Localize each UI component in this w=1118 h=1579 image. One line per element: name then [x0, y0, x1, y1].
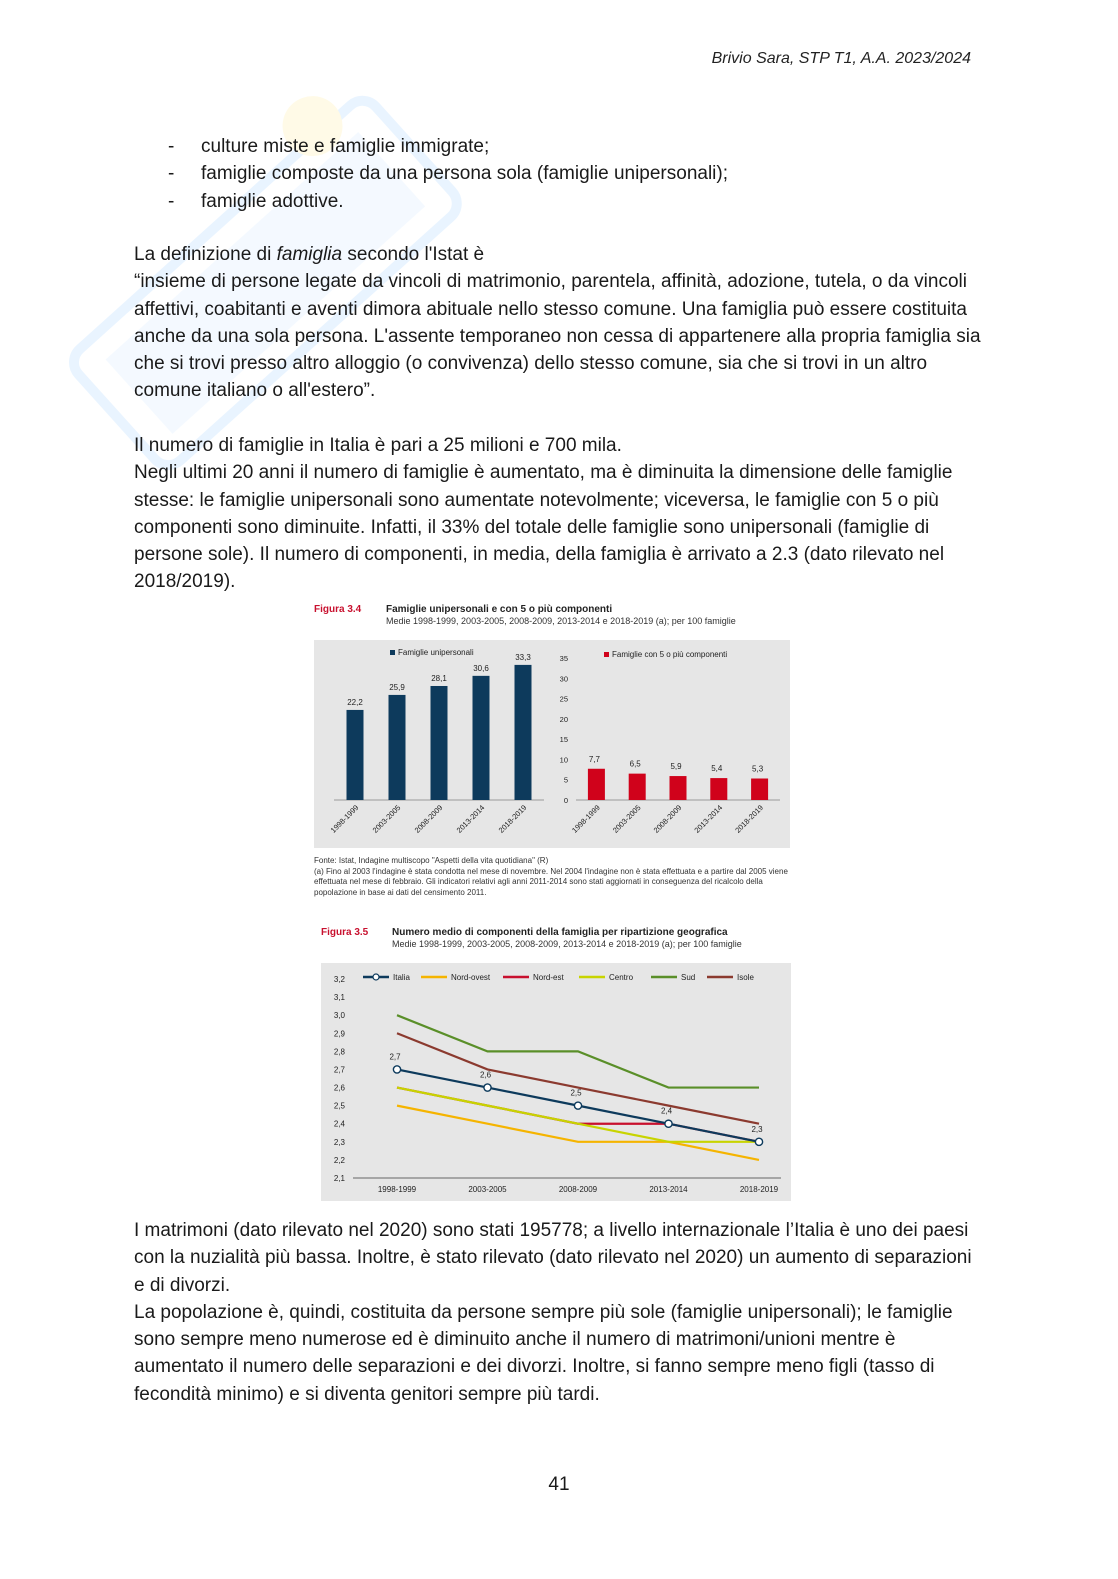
y-tick-label: 5 — [563, 775, 568, 785]
figure-title: Famiglie unipersonali e con 5 o più componenti — [386, 604, 613, 615]
y-tick-label: 35 — [559, 654, 568, 663]
data-label: 2,7 — [389, 1052, 401, 1062]
x-tick-label: 2018-2019 — [739, 1185, 779, 1194]
bullet-dash: - — [168, 136, 175, 157]
paragraph: Il numero di famiglie in Italia è pari a 25 milioni e 700 mila. — [134, 435, 622, 456]
figure-3-4 — [312, 602, 792, 902]
data-label: 5,3 — [752, 764, 764, 774]
y-tick-label: 30 — [559, 674, 568, 684]
tick-label: 2008-2009 — [651, 803, 684, 835]
y-tick-label: 2,4 — [333, 1119, 345, 1129]
data-label: 2,5 — [570, 1088, 582, 1098]
paragraph: I matrimoni (dato rilevato nel 2020) sono stati 195778; a livello internazionale l’Italia è uno dei paesi con la nuzialità più bassa. Inoltre, è stato rilevato (dato rilevato nel 2020) un aumento di separazioni e di divorzi. — [134, 1220, 972, 1296]
legend-swatch — [604, 652, 609, 657]
data-label: 2,4 — [660, 1106, 673, 1116]
definition-lead — [134, 241, 984, 268]
y-tick-label: 2,8 — [333, 1047, 345, 1057]
y-tick-label: 2,5 — [333, 1101, 345, 1111]
data-label: 30,6 — [473, 663, 489, 673]
figure-title: Numero medio di componenti della famiglia per ripartizione geografica — [392, 927, 728, 938]
y-tick-label: 2,1 — [333, 1174, 345, 1183]
tick-label: 2018-2019 — [496, 803, 529, 835]
data-point — [393, 1066, 400, 1073]
figure-source — [314, 856, 790, 898]
legend-label: Italia — [393, 973, 410, 982]
source-line: Fonte: Istat, Indagine multiscopo "Aspetti della vita quotidiana" (R) — [314, 856, 549, 865]
y-tick-label: 2,2 — [333, 1155, 345, 1165]
list-item-text: culture miste e famiglie immigrate; — [201, 136, 490, 157]
list-item-text: famiglie composte da una persona sola (famiglie unipersonali); — [201, 163, 729, 185]
figure-3-5 — [318, 925, 792, 1205]
x-tick-label: 1998-1999 — [377, 1185, 417, 1194]
data-point — [484, 1084, 491, 1091]
data-label: 28,1 — [431, 673, 447, 683]
data-point — [665, 1120, 672, 1127]
x-tick-label: 2013-2014 — [649, 1185, 688, 1194]
tick-label: 2008-2009 — [412, 803, 445, 835]
figure-subtitle: Medie 1998-1999, 2003-2005, 2008-2009, 2013-2014 e 2018-2019 (a); per 100 famiglie — [386, 616, 736, 626]
y-tick-label: 3,0 — [333, 1011, 345, 1021]
data-label: 33,3 — [515, 652, 531, 662]
data-label: 22,2 — [347, 697, 363, 707]
bullet-list — [134, 133, 984, 215]
y-tick-label: 2,3 — [333, 1137, 345, 1147]
legend-label: Famiglie con 5 o più componenti — [612, 650, 728, 659]
y-tick-label: 10 — [559, 755, 568, 765]
data-point — [574, 1102, 581, 1109]
tick-label: 2013-2014 — [454, 803, 487, 835]
list-item-text: famiglie adottive. — [201, 190, 344, 212]
lead-emphasis: famiglia — [276, 244, 343, 265]
paragraph: La popolazione è, quindi, costituita da persone sempre più sole (famiglie unipersonali); le famiglie sono sempre meno numerose ed è diminuito anche il numero di matrimoni/unioni mentre è aumentato il numero delle separazioni e dei divorzi. Inoltre, si fanno sempre meno figli (tasso di fecondità minimo) e si diventa genitori sempre più tardi. — [134, 1301, 953, 1405]
list-item — [134, 133, 984, 160]
list-item — [134, 160, 984, 187]
x-tick-label: 2003-2005 — [468, 1185, 507, 1194]
y-tick-label: 0 — [563, 796, 568, 805]
legend-label: Sud — [681, 973, 696, 982]
legend-label: Nord-ovest — [451, 973, 491, 982]
y-tick-label: 2,6 — [333, 1083, 345, 1093]
footnote: (a) Fino al 2003 l'indagine è stata condotta nel mese di novembre. Nel 2004 l'indagine non è stata effettuata e a partire dal 2005 viene effettuata nel mese di febbraio. Gli indicatori relativi agli anni 2011-2014 sono stati aggiornati in conseguenza del ricalcolo della popolazione in base ai dati del censimento 2011. — [314, 866, 788, 897]
bar-chart-svg — [314, 640, 790, 848]
legend-label: Isole — [737, 973, 754, 982]
tick-label: 2003-2005 — [370, 803, 403, 835]
bar — [751, 778, 768, 800]
data-label: 5,4 — [711, 764, 723, 774]
series-line-sud — [397, 1015, 759, 1087]
data-label: 7,7 — [588, 754, 600, 764]
figure-label: Figura 3.5 — [321, 927, 369, 938]
paragraph: Negli ultimi 20 anni il numero di famiglie è aumentato, ma è diminuita la dimensione delle famiglie stesse: le famiglie unipersonali sono aumentate notevolmente; viceversa, le famiglie con 5 o più componenti sono diminuite. Infatti, il 33% del totale delle famiglie sono unipersonali (famiglie di persone sole). Il numero di componenti, in media, della famiglia è arrivato a 2.3 (dato rilevato nel 2018/2019). — [134, 462, 953, 593]
definition-quote: “insieme di persone legate da vincoli di matrimonio, parentela, affinità, adozione, tutela, o da vincoli affettivi, coabitanti e aventi dimora abituale nello stesso comune. Una famiglia può essere costituita anche da una sola persona. L'assente temporaneo non cessa di appartenere alla propria famiglia sia che si trovi presso altro alloggio (o convivenza) dello stesso comune, sia che si trovi in un altro comune italiano o all'estero”. — [134, 271, 981, 402]
legend-label: Centro — [609, 973, 634, 982]
line-chart-svg — [321, 963, 791, 1201]
bar — [347, 710, 364, 800]
bar — [431, 686, 448, 800]
page-number: 41 — [548, 1474, 570, 1495]
bar — [629, 774, 646, 800]
y-tick-label: 2,9 — [333, 1029, 345, 1039]
tick-label: 2018-2019 — [733, 803, 766, 835]
bar — [670, 776, 687, 800]
data-point — [755, 1138, 762, 1145]
lead-text: La definizione di — [134, 244, 277, 265]
tick-label: 2013-2014 — [692, 803, 725, 835]
bullet-dash: - — [168, 190, 175, 212]
data-label: 2,3 — [751, 1124, 763, 1134]
page-header: Brivio Sara, STP T1, A.A. 2023/2024 — [711, 50, 971, 67]
y-tick-label: 25 — [559, 694, 568, 704]
y-tick-label: 2,7 — [333, 1065, 345, 1075]
data-label: 5,9 — [670, 762, 682, 772]
bar — [515, 665, 532, 800]
bar — [588, 769, 605, 800]
tick-label: 1998-1999 — [328, 803, 361, 835]
marriages-section — [134, 1217, 984, 1408]
tick-label: 2003-2005 — [610, 803, 643, 835]
definition-section — [134, 241, 984, 405]
families-section — [134, 432, 984, 596]
legend-marker — [373, 974, 379, 980]
data-label: 2,6 — [479, 1070, 492, 1080]
bar — [473, 676, 490, 800]
data-label: 25,9 — [389, 682, 405, 692]
list-item — [134, 188, 984, 215]
lead-text: secondo l'Istat è — [342, 244, 485, 265]
figure-panel — [314, 640, 790, 848]
x-tick-label: 2008-2009 — [558, 1185, 598, 1194]
data-label: 6,5 — [629, 759, 641, 769]
y-tick-label: 3,1 — [333, 993, 345, 1003]
bullet-dash: - — [168, 163, 175, 185]
y-tick-label: 15 — [559, 735, 568, 745]
legend-swatch — [390, 650, 395, 655]
bar — [389, 695, 406, 800]
figure-panel — [321, 963, 791, 1201]
y-tick-label: 3,2 — [333, 975, 345, 984]
tick-label: 1998-1999 — [570, 803, 602, 835]
series-line-isole — [397, 1033, 759, 1123]
figure-subtitle: Medie 1998-1999, 2003-2005, 2008-2009, 2013-2014 e 2018-2019 (a); per 100 famiglie — [392, 939, 742, 949]
legend-label: Famiglie unipersonali — [398, 648, 474, 657]
figure-label: Figura 3.4 — [314, 604, 362, 615]
legend-label: Nord-est — [533, 973, 564, 982]
y-tick-label: 20 — [559, 714, 568, 724]
bar — [710, 778, 727, 800]
